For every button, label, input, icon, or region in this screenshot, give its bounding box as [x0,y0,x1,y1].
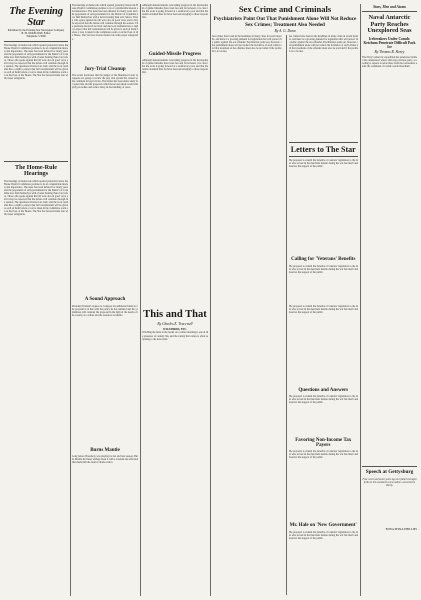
letters-body-questions: The proposal to extend the benefits of veterans' legislation to the men who served in the merchant marine during the war has merit and deserves the support of the public. [288,394,358,404]
main-story-columns [212,35,358,595]
letters-sub-veterans: Calling for 'Veterans' Benefits [291,257,356,263]
column-1 [4,4,68,596]
letters-body: The proposal to extend the benefits of veterans' legislation to the men who served in the merchant marine during the war has merit and deserves the support of the public. [288,159,358,169]
column-2 [72,4,138,596]
antarctic-body: The Navy's Antarctic expedition has penetrated farther into unexplored waters than any previous party, according to reports received here from the icebreakers under the command of Comdr. Gerald Ketchum. [362,56,417,69]
main-story [212,4,358,596]
column-6 [362,4,417,596]
letters-sub-hale: Mr. Hale on 'New Government' [289,523,357,529]
letters-body-hale: The proposal to extend the benefits of veterans' legislation to the men who served in the merchant marine during the war has merit and deserves the support of the public. [288,530,358,540]
editorial-heading: The Home-Rule Hearings [14,163,58,178]
phone-line: Telephone 5-5000 [26,35,46,39]
main-story-body: Sex crimes have been in the headlines in many cities in recent months, and there is a growing demand for legislation that will protect the public against the sex offender. Psychiatrists point out, however, that punishment alone will not reduce the incidence of such crimes and that treatment of the offender must also be provided if the problem is to be met. [212,34,282,54]
letters-body-tax: The proposal to extend the benefits of veterans' legislation to the men who served in the merchant marine during the war has merit and deserves the support of the public. [288,450,358,460]
masthead-title: The Evening Star [9,6,63,28]
main-story-body-continued: Sex crimes have been in the headlines in many cities in recent months, and there is a growing demand for legislation that will protect the public against the sex offender. Psychiatrists point out, however, that punishment alone will not reduce the incidence of such crimes and that treatment of the offender must also be provided if the problem is to be met. [288,34,358,54]
column-3 [142,4,208,596]
column-6-top-label: Stars, Men and Atoms [373,5,406,9]
letters-sub-questions: Questions and Answers [298,387,349,393]
editor-line: B. M. McKELWAY, Editor [21,32,51,36]
letters-heading: Letters to The Star [290,144,356,154]
gettysburg-poem: Four score and seven years ago our fathers brought forth on this continent a new nation, conceived in liberty. [362,477,417,487]
main-story-col-a [212,35,282,595]
antarctic-heading: Naval Antarctic Party Reaches Unexplored Seas [367,14,412,34]
sound-approach-heading: A Sound Approach [84,297,126,303]
this-and-that-subline: WILD BIRDS, ETC. [163,328,187,332]
this-and-that-heading: This and That [143,309,207,321]
guided-missile-heading: Guided-Missile Progress [148,52,202,57]
main-story-col-b [286,35,359,595]
guided-missile-body: Although announcements concerning progress in the development of guided missiles have been few and far between, it is clear that the work is going forward at a satisfactory pace and that the results obtained thus far have been encouraging to those responsible. [142,59,208,75]
burns-mantle-heading: Burns Mantle [90,447,120,453]
divider [289,156,359,157]
letters-body-veterans: The proposal to extend the benefits of veterans' legislation to the men who served in the merchant marine during the war has merit and deserves the support of the public. [288,264,358,274]
column-rule [360,4,361,596]
divider [362,11,417,12]
antarctic-byline: By Thomas R. Henry [374,50,405,55]
this-and-that-body: Watching the birds at the feeder on a winter morning is one of the pleasures of country life, and the variety that comes is often surprising to the newcomer. [142,331,208,341]
main-story-heading: Sex Crime and Criminals [238,4,332,14]
poem-credit: EDNA MYRA PHILLIPS [385,526,417,531]
editorial-body: The hearings on home rule which opened yesterday before the House District Committee promise to be of considerable interest and importance. The issue has been debated for many years and the proponents of self-government for the District of Columbia now find themselves with a better hearing than ever before. Those who spoke against the bill were also in good voice and it may be expected that the debate will continue through the session. The questions involved are basic and the local residents have a right to expect that full consideration will be given to each of them before a vote is taken in the committee room or on the floor of the House. The Star has favored home rule with proper safeguards. [4,179,68,217]
sound-approach-body: President Truman's request to Congress for additional funds for the program is in line with the policy he has outlined and the committees will consider the proposal in the light of the needs of the country as a whole and the resources available. [72,304,138,317]
letters-sub-tax: Favoring Non-Income Tax Payers [295,437,352,449]
divider [4,161,68,162]
divider [362,466,417,467]
masthead-fineprint: The hearings on home rule which opened yesterday before the House District Committee promise to be of considerable interest and importance. The issue has been debated for many years and the proponents of self-government for the District of Columbia now find themselves with a better hearing than ever before. Those who spoke against the bill were also in good voice and it may be expected that the debate will continue through the session. The questions involved are basic and the local residents have a right to expect that full consideration will be given to each of them before a vote is taken in the committee room or on the floor of the House. The Star has favored home rule with proper safeguards. [4,43,68,81]
jury-trial-body: The recent disclosure that the judges of the Municipal Court of Appeals are going to review the jury trial system has caused some comment in legal circles. The matter has been under study for some time and the proposals which have been made would simplify procedure and reduce delay in the handling of cases. [72,74,138,90]
letters-body-2: The proposal to extend the benefits of veterans' legislation to the men who served in the merchant marine during the war has merit and deserves the support of the public. [288,304,358,314]
gettysburg-heading: Speech at Gettysburg [365,469,414,476]
column-rule [140,4,141,596]
publisher-line: Published by the Evening Star Newspaper Company [7,29,65,32]
jury-trial-heading: Jury-Trial Cleanup [84,67,126,72]
editorial-continued: The hearings on home rule which opened yesterday before the House District Committee promise to be of considerable interest and importance. The issue has been debated for many years and the proponents of self-government for the District of Columbia now find themselves with a better hearing than ever before. Those who spoke against the bill were also in good voice and it may be expected that the debate will continue through the session. The questions involved are basic and the local residents have a right to expect that full consideration will be given to each of them before a vote is taken in the committee room or on the floor of the House. The Star has favored home rule with proper safeguards. [72,4,138,41]
antarctic-subhead: Icebreakers Under Comdr. Ketchum Penetrate Difficult Pack Ice [363,36,416,49]
burns-mantle-body: Long before Broadway was playing its last and best season, Burns Mantle had been writing about it with a wisdom and affection that made him the dean of drama critics. [72,454,138,464]
divider [4,41,68,42]
column-rule [70,4,71,596]
divider [289,142,359,143]
column-rule [210,4,211,596]
this-and-that-byline: By Charles E. Tracewell [157,322,193,327]
column-3-top-text: Although announcements concerning progress in the development of guided missiles have been few and far between, it is clear that the work is going forward at a satisfactory pace and that the results obtained thus far have been encouraging to those responsible. [142,4,208,20]
main-story-subhead: Psychiatrists Point Out That Punishment Alone Will Not Reduce Sex Crimes; Treatment Also Needed [213,15,357,28]
main-story-byline: By A. G. Dunn [274,28,296,33]
